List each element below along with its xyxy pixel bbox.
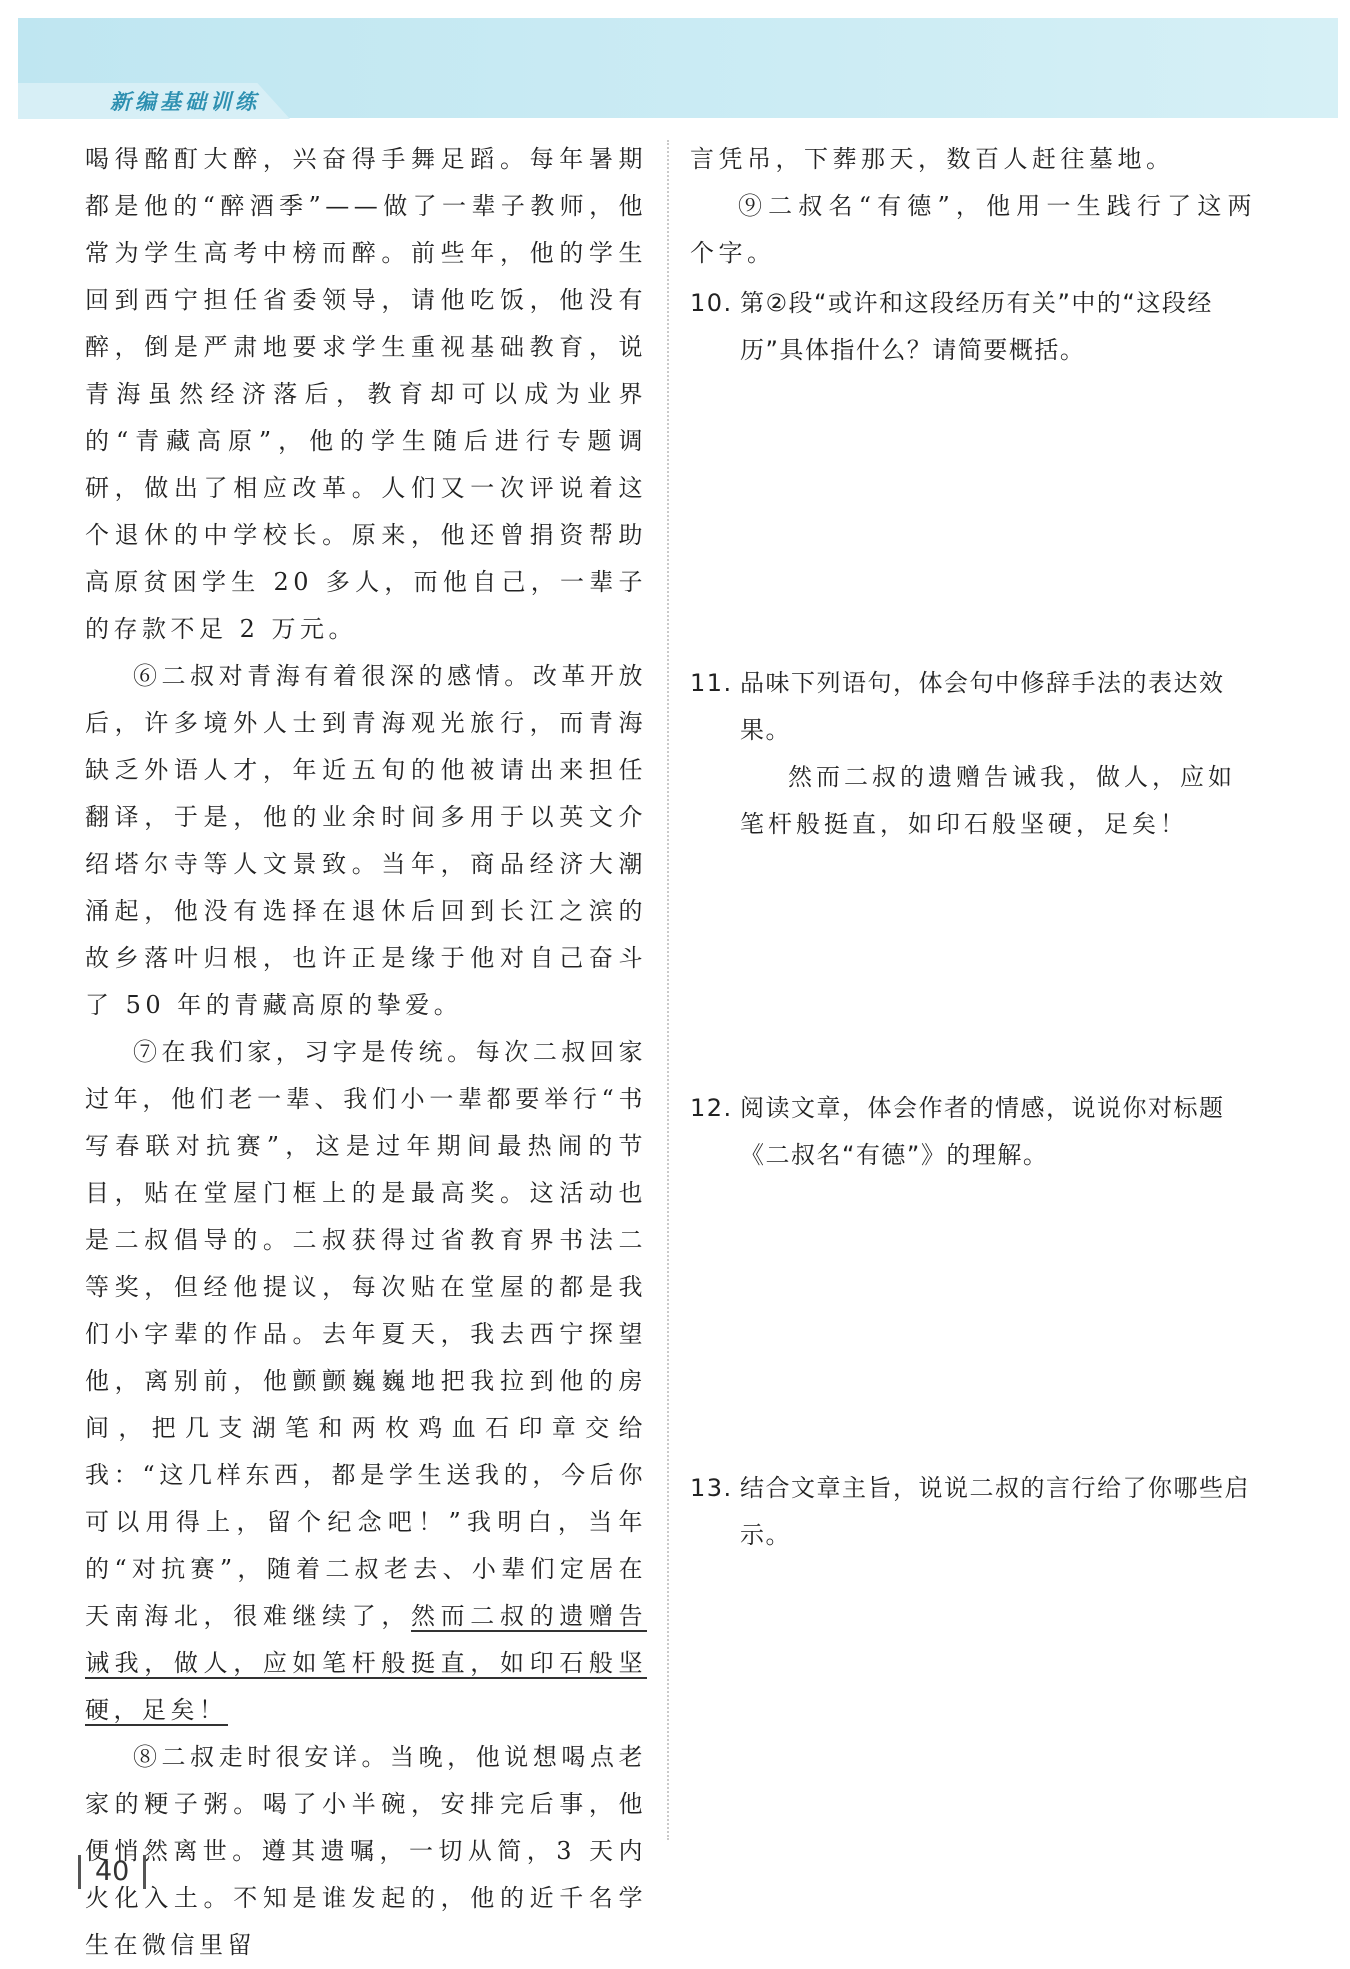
paragraph-7 bbox=[85, 1029, 647, 1734]
question-13 bbox=[690, 1465, 1256, 1559]
series-title: 新编基础训练 bbox=[110, 90, 260, 114]
right-column-text bbox=[690, 136, 1256, 277]
question-number: 12. bbox=[690, 1094, 733, 1122]
question-number: 13. bbox=[690, 1474, 733, 1502]
quoted-sentence bbox=[740, 754, 1256, 848]
column-divider bbox=[667, 140, 669, 1840]
quote-text: 然而二叔的遗赠告诫我，做人，应如笔杆般挺直，如印石般坚硬，足矣！ bbox=[740, 763, 1236, 838]
paragraph-8: ⑧二叔走时很安详。当晚，他说想喝点老家的粳子粥。喝了小半碗，安排完后事，他便悄然离世。遵其遗嘱，一切从简，3 天内火化入土。不知是谁发起的，他的近千名学生在微信里留 bbox=[85, 1743, 647, 1959]
paragraph-6: ⑥二叔对青海有着很深的感情。改革开放后，许多境外人士到青海观光旅行，而青海缺乏外语人才，年近五旬的他被请出来担任翻译，于是，他的业余时间多用于以英文介绍塔尔寺等人文景致。当年，商品经济大潮涌起，他没有选择在退休后回到长江之滨的故乡落叶归根，也许正是缘于他对自己奋斗了 50 年的青藏高原的挚爱。 bbox=[85, 662, 647, 1019]
paragraph-9: ⑨二叔名“有德”，他用一生践行了这两个字。 bbox=[690, 192, 1256, 267]
paragraph-7-text: ⑦在我们家，习字是传统。每次二叔回家过年，他们老一辈、我们小一辈都要举行“书写春联对抗赛”，这是过年期间最热闹的节目，贴在堂屋门框上的是最高奖。这活动也是二叔倡导的。二叔获得过省教育界书法二等奖，但经他提议，每次贴在堂屋的都是我们小字辈的作品。去年夏天，我去西宁探望他，离别前，他颤颤巍巍地把我拉到他的房间，把几支湖笔和两枚鸡血石印章交给我：“这几样东西，都是学生送我的，今后你可以用得上，留个纪念吧！”我明白，当年的“对抗赛”，随着二叔老去、小辈们定居在天南海北，很难继续了， bbox=[85, 1038, 647, 1630]
underlined-sentence: 然而二叔的遗赠告诫我，做人，应如笔杆般挺直，如印石般坚硬，足矣！ bbox=[85, 1602, 648, 1724]
question-11 bbox=[690, 660, 1256, 848]
paragraph-8-continued: 言凭吊，下葬那天，数百人赶往墓地。 bbox=[690, 145, 1175, 173]
question-text: 阅读文章，体会作者的情感，说说你对标题《二叔名“有德”》的理解。 bbox=[740, 1094, 1225, 1169]
question-text: 结合文章主旨，说说二叔的言行给了你哪些启示。 bbox=[740, 1474, 1250, 1549]
left-column bbox=[85, 136, 647, 1969]
question-12 bbox=[690, 1085, 1256, 1179]
page-number: 40 bbox=[78, 1855, 146, 1889]
question-text: 品味下列语句，体会句中修辞手法的表达效果。 bbox=[740, 669, 1225, 744]
question-text: 第②段“或许和这段经历有关”中的“这段经历”具体指什么？请简要概括。 bbox=[740, 289, 1213, 364]
paragraph-5-continued: 喝得酩酊大醉，兴奋得手舞足蹈。每年暑期都是他的“醉酒季”——做了一辈子教师，他常为学生高考中榜而醉。前些年，他的学生回到西宁担任省委领导，请他吃饭，他没有醉，倒是严肃地要求学生重视基础教育，说青海虽然经济落后，教育却可以成为业界的“青藏高原”，他的学生随后进行专题调研，做出了相应改革。人们又一次评说着这个退休的中学校长。原来，他还曾捐资帮助高原贫困学生 20 多人，而他自己，一辈子的存款不足 2 万元。 bbox=[85, 145, 647, 643]
question-number: 10. bbox=[690, 289, 733, 317]
question-number: 11. bbox=[690, 669, 733, 697]
question-10 bbox=[690, 280, 1256, 374]
